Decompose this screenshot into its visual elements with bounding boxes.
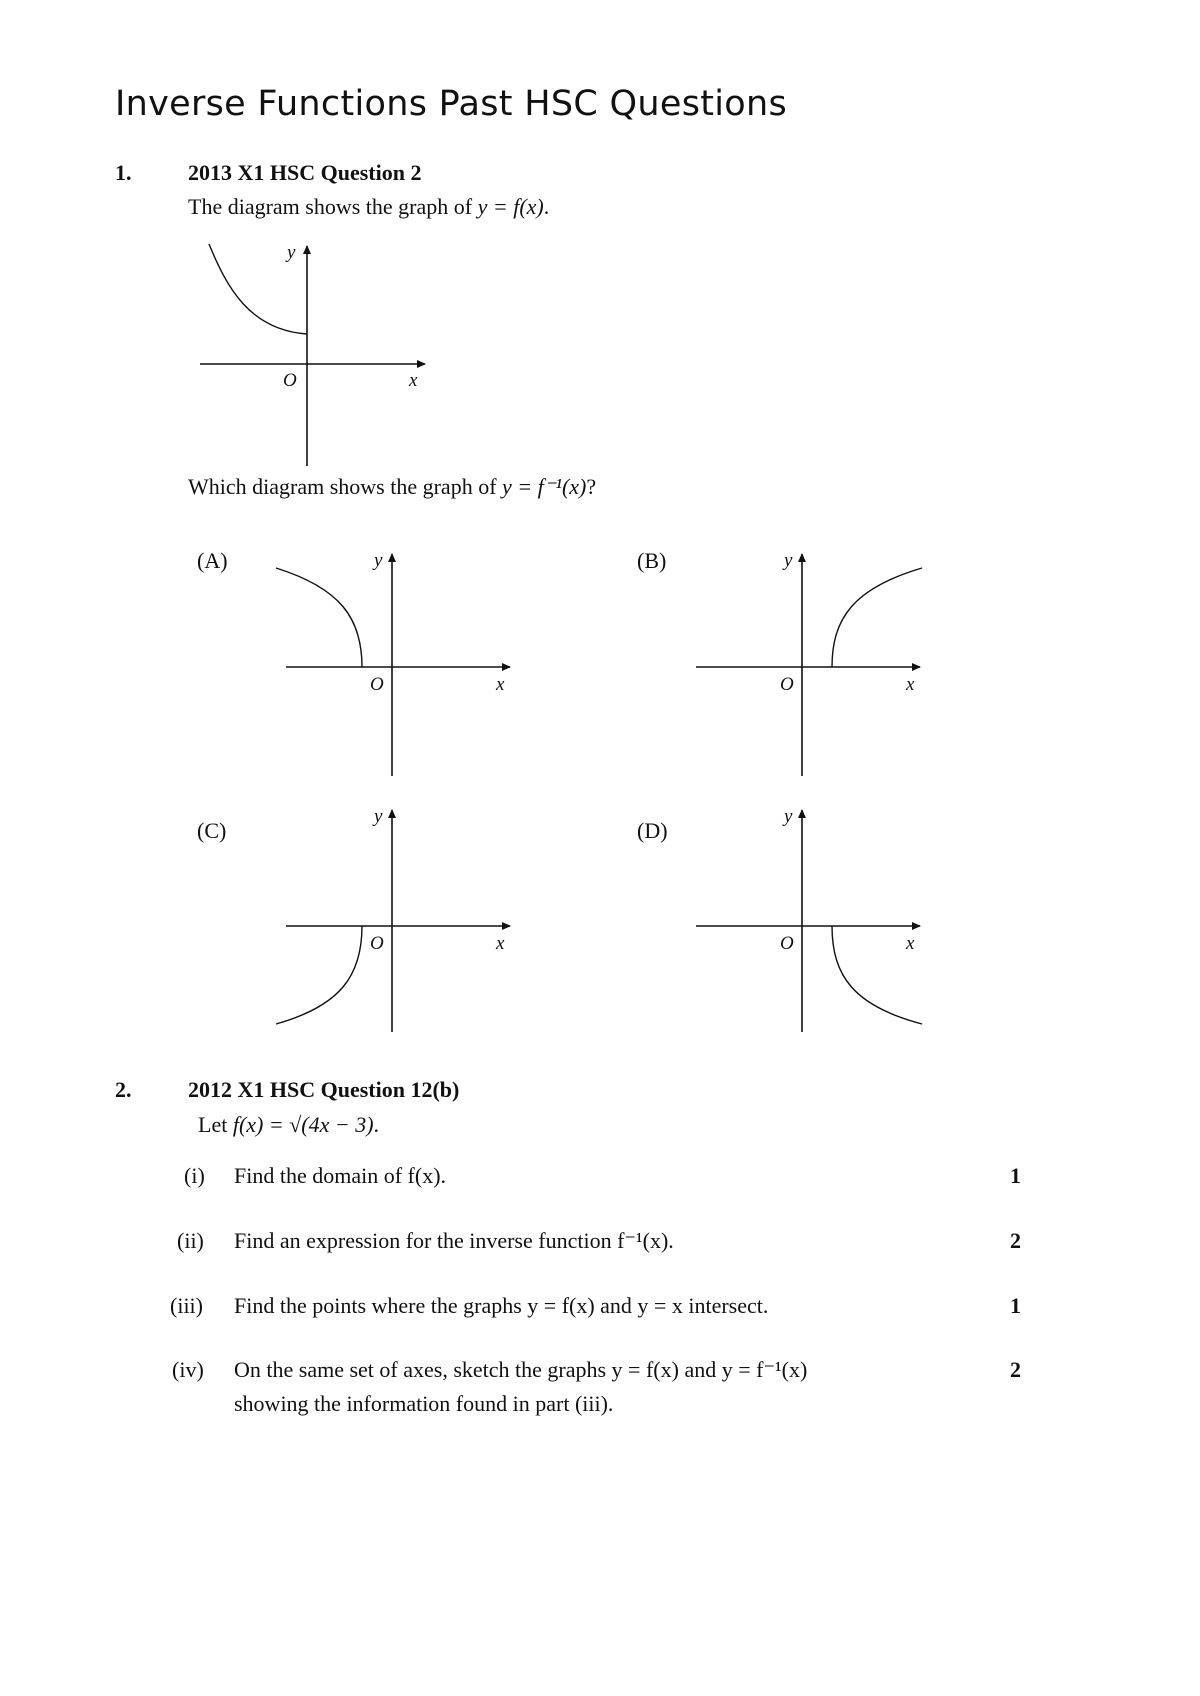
question-1-heading: 2013 X1 HSC Question 2 xyxy=(188,160,422,185)
part-iii-label: (iii) xyxy=(170,1293,203,1318)
question-2-number: 2. xyxy=(115,1077,132,1102)
option-a-label[interactable]: (A) xyxy=(197,548,228,573)
part-iv-text: On the same set of axes, sketch the graphs y = f(x) and y = f⁻¹(x) xyxy=(234,1357,808,1382)
option-c-curve xyxy=(276,926,362,1024)
question-1-intro xyxy=(188,194,549,220)
question-2-intro xyxy=(198,1112,379,1138)
main-graph xyxy=(195,238,435,470)
question-1-prompt-math: y = f⁻¹(x) xyxy=(502,474,587,499)
question-2-intro-text: Let xyxy=(198,1112,228,1137)
option-a-x-label: x xyxy=(496,674,505,695)
part-iv-marks: 2 xyxy=(1010,1357,1021,1382)
option-c-origin-label: O xyxy=(370,933,384,954)
option-d-origin-label: O xyxy=(780,933,794,954)
main-graph-x-label: x xyxy=(409,370,418,391)
question-2-heading: 2012 X1 HSC Question 12(b) xyxy=(188,1077,460,1102)
part-i-label: (i) xyxy=(184,1163,205,1188)
question-1-intro-math: y = f(x) xyxy=(477,194,544,219)
page-title: Inverse Functions Past HSC Questions xyxy=(115,84,788,124)
part-i-text: Find the domain of f(x). xyxy=(234,1163,447,1188)
part-ii-text: Find an expression for the inverse function f⁻¹(x). xyxy=(234,1228,674,1253)
option-c-y-label: y xyxy=(374,806,383,827)
option-b-origin-label: O xyxy=(780,674,794,695)
option-a-curve xyxy=(276,568,362,667)
option-d-label[interactable]: (D) xyxy=(637,818,668,843)
option-d-y-label: y xyxy=(784,806,793,827)
question-1-number: 1. xyxy=(115,160,132,185)
option-a-graph[interactable] xyxy=(270,548,520,780)
option-a-origin-label: O xyxy=(370,674,384,695)
option-d-graph[interactable] xyxy=(680,804,930,1036)
main-graph-origin-label: O xyxy=(283,370,297,391)
main-graph-y-label: y xyxy=(287,242,296,263)
option-d-x-label: x xyxy=(906,933,915,954)
option-b-label[interactable]: (B) xyxy=(637,548,667,573)
part-iii-marks: 1 xyxy=(1010,1293,1021,1318)
part-iii-text: Find the points where the graphs y = f(x) and y = x intersect. xyxy=(234,1293,769,1318)
question-1-intro-end: . xyxy=(543,194,550,219)
part-ii-marks: 2 xyxy=(1010,1228,1021,1253)
question-2-intro-end: . xyxy=(373,1112,380,1137)
option-b-x-label: x xyxy=(906,674,915,695)
question-1-intro-text: The diagram shows the graph of xyxy=(188,194,473,219)
option-c-x-label: x xyxy=(496,933,505,954)
option-b-curve xyxy=(832,568,922,667)
question-1-prompt xyxy=(188,474,596,500)
question-1-prompt-text: Which diagram shows the graph of xyxy=(188,474,497,499)
part-iv-label: (iv) xyxy=(172,1357,204,1382)
option-a-y-label: y xyxy=(374,550,383,571)
question-1-prompt-end: ? xyxy=(586,474,597,499)
option-b-y-label: y xyxy=(784,550,793,571)
option-c-graph[interactable] xyxy=(270,804,520,1036)
part-ii-label: (ii) xyxy=(177,1228,204,1253)
part-iv-text-continued: showing the information found in part (iii). xyxy=(234,1391,614,1416)
option-b-graph[interactable] xyxy=(680,548,930,780)
question-2-intro-math: f(x) = √(4x − 3) xyxy=(232,1112,374,1137)
part-i-marks: 1 xyxy=(1010,1163,1021,1188)
option-c-label[interactable]: (C) xyxy=(197,818,227,843)
